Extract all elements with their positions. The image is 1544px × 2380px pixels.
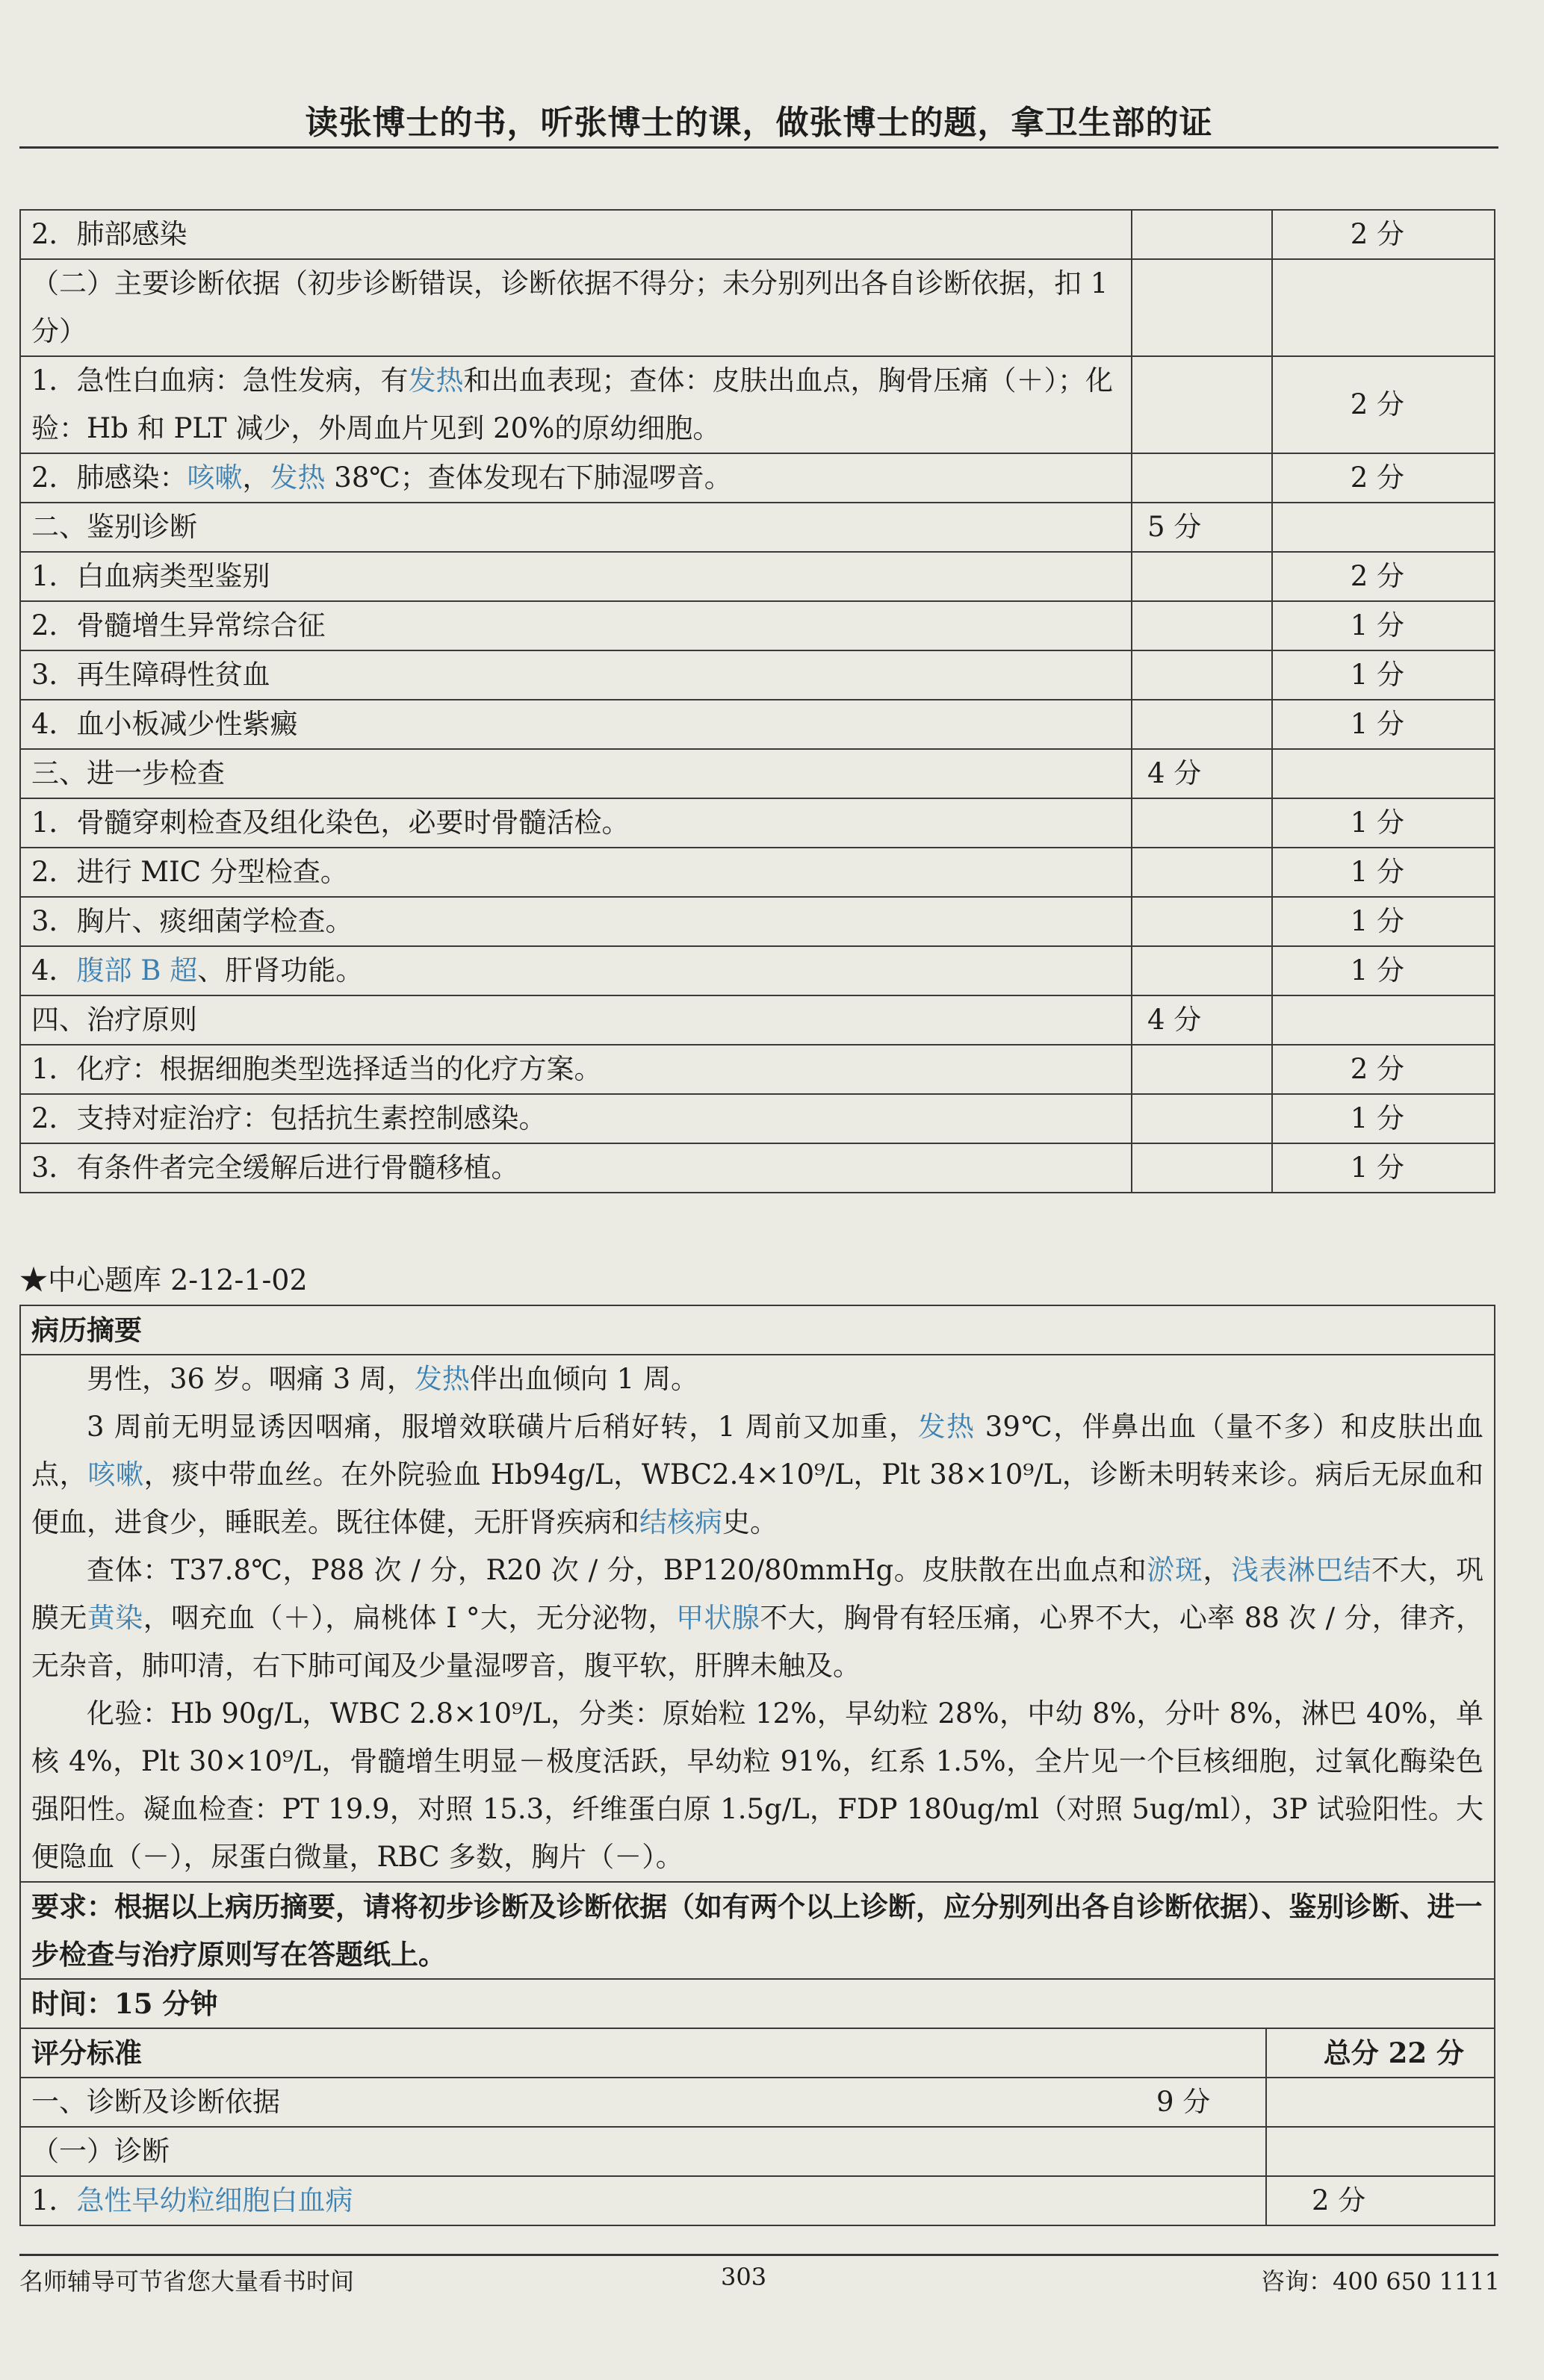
section-score — [1132, 946, 1272, 995]
term-link[interactable]: 结核病 — [639, 1506, 722, 1538]
section-score — [1132, 650, 1272, 700]
text-span: 3 周前无明显诱因咽痛，服增效联磺片后稍好转，1 周前又加重， — [87, 1411, 918, 1443]
item-score: 1 分 — [1272, 601, 1495, 650]
item-score: 1 分 — [1272, 1094, 1495, 1143]
dx-item-score: 2 分 — [1266, 2176, 1495, 2225]
section-score — [1132, 700, 1272, 749]
requirement-row — [20, 1882, 1495, 1979]
item-score: 2 分 — [1272, 552, 1495, 601]
case-paragraph-4 — [31, 1690, 1483, 1881]
term-link[interactable]: 发热 — [414, 1363, 470, 1395]
time-text: 时间：15 分钟 — [20, 1979, 1495, 2028]
requirement-text: 要求：根据以上病历摘要，请将初步诊断及诊断依据（如有两个以上诊断，应分别列出各自诊断依据）、鉴别诊断、进一步检查与治疗原则写在答题纸上。 — [20, 1882, 1495, 1979]
row-text: 三、进一步检查 — [20, 749, 1132, 798]
item-score: 1 分 — [1272, 798, 1495, 848]
dx-sub-row — [20, 2127, 1495, 2176]
table-row — [20, 1143, 1495, 1193]
section-score — [1132, 552, 1272, 601]
text-span: 化验：Hb 90g/L，WBC 2.8×10⁹/L，分类：原始粒 12%，早幼粒 28%，中幼 8%，分叶 8%，淋巴 40%，单核 4%，Plt 30×10⁹/L，骨髓增生明显－极度活跃，早幼粒 91%，红系 1.5%，全片见一个巨核细胞，过氧化酶染色强阳性。凝血检查：PT 19.9，对照 15.3，纤维蛋白原 1.5g/L，FDP 180ug/ml（对照 5ug/ml），3P 试验阳性。大便隐血（－），尿蛋白微量，RBC 多数，胸片（－）。 — [31, 1697, 1483, 1873]
item-score: 2 分 — [1272, 1045, 1495, 1094]
text-span: 2．肺感染： — [31, 462, 187, 494]
item-score: 2 分 — [1272, 453, 1495, 503]
dx-item-row — [20, 2176, 1495, 2225]
section-score — [1132, 1045, 1272, 1094]
row-text: 3．再生障碍性贫血 — [20, 650, 1132, 700]
term-link[interactable]: 发热 — [917, 1411, 976, 1443]
question-bank-label: ★中心题库 2-12-1-02 — [19, 1264, 308, 1296]
item-score: 1 分 — [1272, 848, 1495, 897]
item-score: 1 分 — [1272, 946, 1495, 995]
text-span: ，咽充血（＋），扁桃体 I °大，无分泌物， — [143, 1602, 676, 1634]
text-span: 4． — [31, 954, 77, 987]
dx-sub-empty — [1266, 2127, 1495, 2176]
item-score: 2 分 — [1272, 210, 1495, 259]
term-link[interactable]: 发热 — [270, 462, 326, 494]
case-paragraph-2 — [31, 1403, 1483, 1547]
text-span: 1．急性白血病：急性发病，有 — [31, 364, 409, 397]
row-text — [20, 946, 1132, 995]
section-score — [1132, 453, 1272, 503]
text-span: ，痰中带血丝。在外院验血 Hb94g/L，WBC2.4×10⁹/L，Plt 38×10⁹/L，诊断未明转来诊。病后无尿血和便血，进食少，睡眠差。既往体健，无肝肾疾病和 — [31, 1458, 1484, 1538]
section-score — [1132, 356, 1272, 453]
section-score: 4 分 — [1132, 749, 1272, 798]
text-span: 不大，胸骨有轻压痛，心界不大，心率 88 次 / 分，律齐，无杂音，肺叩清，右下肺可闻及少量湿啰音，腹平软，肝脾未触及。 — [31, 1602, 1484, 1682]
text-span: 史。 — [722, 1506, 778, 1538]
item-score: 1 分 — [1272, 700, 1495, 749]
dx-heading-score: 9 分 — [1156, 2086, 1211, 2118]
term-link[interactable]: 腹部 B 超 — [76, 954, 198, 987]
table-row — [20, 700, 1495, 749]
text-span: 不大，巩膜无 — [31, 1554, 1483, 1634]
scoring-total: 总分 22 分 — [1266, 2028, 1495, 2078]
scoring-title: 评分标准 — [20, 2028, 1266, 2078]
section-score — [1132, 259, 1272, 356]
item-score: 1 分 — [1272, 897, 1495, 946]
row-text: 二、鉴别诊断 — [20, 503, 1132, 552]
case-paragraph-1 — [31, 1355, 1483, 1403]
table-row — [20, 552, 1495, 601]
dx-item-link[interactable]: 急性早幼粒细胞白血病 — [76, 2184, 353, 2216]
row-text: 1．化疗：根据细胞类型选择适当的化疗方案。 — [20, 1045, 1132, 1094]
item-score: 1 分 — [1272, 650, 1495, 700]
section-score — [1132, 1094, 1272, 1143]
page-header: 读张博士的书，听张博士的课，做张博士的题，拿卫生部的证 — [305, 104, 1213, 142]
term-link[interactable]: 黄染 — [87, 1602, 143, 1634]
text-span: 男性，36 岁。咽痛 3 周， — [87, 1363, 415, 1395]
item-score — [1272, 749, 1495, 798]
term-link[interactable]: 发热 — [408, 364, 464, 397]
section-score — [1132, 897, 1272, 946]
row-text — [20, 453, 1132, 503]
term-link[interactable]: 浅表淋巴结 — [1231, 1554, 1372, 1586]
table-row — [20, 946, 1495, 995]
text-span: 、肝肾功能。 — [197, 954, 364, 987]
row-text: 2．骨髓增生异常综合征 — [20, 601, 1132, 650]
dx-heading — [20, 2078, 1266, 2127]
scoring-title-row — [20, 2028, 1495, 2078]
scoring-table-continued — [19, 209, 1495, 1193]
dx-item — [20, 2176, 1266, 2225]
section-score — [1132, 798, 1272, 848]
section-score: 4 分 — [1132, 995, 1272, 1045]
term-link[interactable]: 咳嗽 — [187, 462, 243, 494]
text-span: 和出血表现；查体：皮肤出血点，胸骨压痛（＋）；化验：Hb 和 PLT 减少，外周血片见到 20%的原幼细胞。 — [31, 364, 1114, 444]
term-link[interactable]: 咳嗽 — [87, 1458, 144, 1491]
table-row — [20, 798, 1495, 848]
table-row — [20, 601, 1495, 650]
dx-item-prefix: 1． — [31, 2184, 77, 2216]
dx-heading-empty — [1266, 2078, 1495, 2127]
section-score — [1132, 601, 1272, 650]
dx-sub: （一）诊断 — [20, 2127, 1266, 2176]
section-score — [1132, 848, 1272, 897]
text-span: ， — [242, 462, 270, 494]
dx-heading-row — [20, 2078, 1495, 2127]
table-row — [20, 848, 1495, 897]
row-text — [20, 356, 1132, 453]
item-score — [1272, 503, 1495, 552]
table-row — [20, 259, 1495, 356]
row-text: 2．肺部感染 — [20, 210, 1132, 259]
footer-slogan: 名师辅导可节省您大量看书时间 — [19, 2267, 355, 2296]
header-divider — [19, 146, 1498, 149]
table-row — [20, 749, 1495, 798]
item-score — [1272, 995, 1495, 1045]
row-text: 2．进行 MIC 分型检查。 — [20, 848, 1132, 897]
case-table — [19, 1305, 1495, 2226]
row-text: 2．支持对症治疗：包括抗生素控制感染。 — [20, 1094, 1132, 1143]
row-text: 1．骨髓穿刺检查及组化染色，必要时骨髓活检。 — [20, 798, 1132, 848]
text-span: 伴出血倾向 1 周。 — [469, 1363, 698, 1395]
case-title: 病历摘要 — [20, 1305, 1495, 1355]
section-score — [1132, 210, 1272, 259]
term-link[interactable]: 甲状腺 — [675, 1602, 760, 1634]
item-score — [1272, 259, 1495, 356]
text-span: 38℃；查体发现右下肺湿啰音。 — [325, 462, 732, 494]
table-row — [20, 995, 1495, 1045]
item-score: 1 分 — [1272, 1143, 1495, 1193]
item-score: 2 分 — [1272, 356, 1495, 453]
section-score: 5 分 — [1132, 503, 1272, 552]
row-text: 四、治疗原则 — [20, 995, 1132, 1045]
table-row — [20, 356, 1495, 453]
page-number: 303 — [721, 2263, 767, 2291]
text-span: 39℃，伴鼻出血（量不多）和皮肤出血点， — [31, 1411, 1483, 1491]
section-score — [1132, 1143, 1272, 1193]
table-row — [20, 1045, 1495, 1094]
row-text: 3．胸片、痰细菌学检查。 — [20, 897, 1132, 946]
table-row — [20, 503, 1495, 552]
case-title-row — [20, 1305, 1495, 1355]
case-summary — [20, 1355, 1495, 1882]
case-summary-row — [20, 1355, 1495, 1882]
table-row — [20, 453, 1495, 503]
term-link[interactable]: 淤斑 — [1147, 1554, 1203, 1586]
text-span: ， — [1203, 1554, 1232, 1586]
row-text: 4．血小板减少性紫癜 — [20, 700, 1132, 749]
footer-contact: 咨询：400 650 1111 — [1261, 2267, 1500, 2296]
row-text: 1．白血病类型鉴别 — [20, 552, 1132, 601]
table-row — [20, 1094, 1495, 1143]
time-row — [20, 1979, 1495, 2028]
text-span: 查体：T37.8℃，P88 次 / 分，R20 次 / 分，BP120/80mmHg。皮肤散在出血点和 — [87, 1554, 1147, 1586]
table-row — [20, 897, 1495, 946]
dx-heading-text: 一、诊断及诊断依据 — [31, 2086, 280, 2118]
table-row — [20, 650, 1495, 700]
row-text: （二）主要诊断依据（初步诊断错误，诊断依据不得分；未分别列出各自诊断依据，扣 1 分） — [20, 259, 1132, 356]
case-paragraph-3 — [31, 1547, 1483, 1690]
table-row — [20, 210, 1495, 259]
footer-divider — [19, 2254, 1498, 2256]
row-text: 3．有条件者完全缓解后进行骨髓移植。 — [20, 1143, 1132, 1193]
